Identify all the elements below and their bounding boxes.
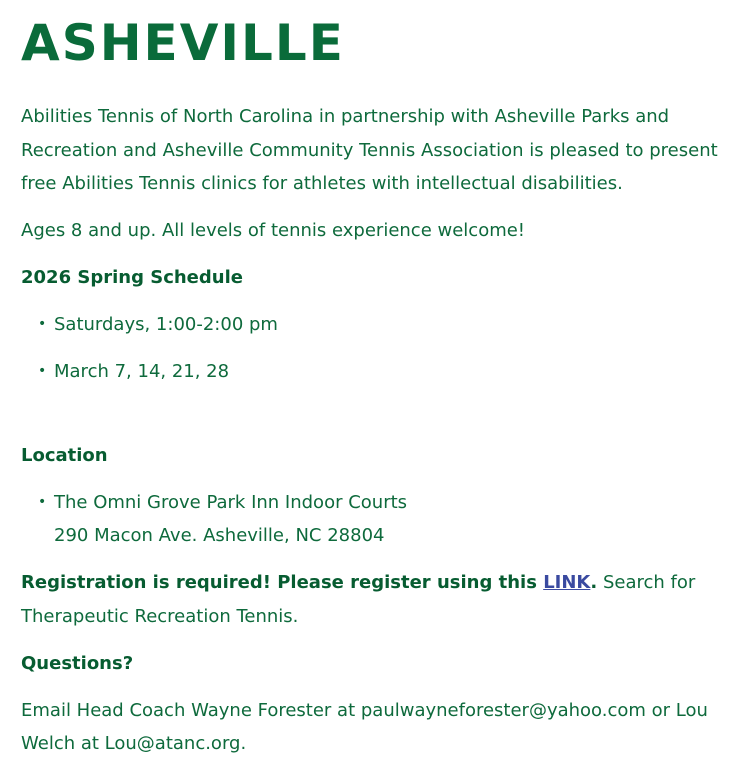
questions-heading: Questions? — [21, 652, 134, 674]
registration-paragraph — [21, 566, 750, 633]
registration-link[interactable]: LINK — [543, 572, 591, 593]
questions-paragraph: Email Head Coach Wayne Forester at paulwayneforester@yahoo.com or Lou Welch at Lou@atanc.org. — [21, 699, 708, 754]
schedule-item-dates: • March 7, 14, 21, 28 — [21, 355, 750, 389]
intro-paragraph: Abilities Tennis of North Carolina in partnership with Asheville Parks and Recreation and Asheville Community Tennis Association is pleased to present free Abilities Tennis clinics for athletes with intellectual disabilities. — [21, 106, 718, 194]
location-list — [21, 486, 750, 553]
location-heading: Location — [21, 444, 108, 466]
location-item — [21, 486, 750, 553]
venue-name: The Omni Grove Park Inn Indoor Courts — [54, 491, 408, 513]
page-title: ASHEVILLE — [21, 14, 345, 72]
schedule-heading: 2026 Spring Schedule — [21, 267, 243, 288]
venue-address: 290 Macon Ave. Asheville, NC 28804 — [54, 525, 385, 546]
registration-period: . — [590, 572, 598, 593]
ages-paragraph: Ages 8 and up. All levels of tennis experience welcome! — [21, 220, 526, 241]
schedule-item-days: • Saturdays, 1:00-2:00 pm — [21, 308, 750, 342]
spacer — [21, 389, 750, 439]
registration-rest: Search for Therapeutic Recreation Tennis. — [21, 572, 696, 627]
registration-bold-text: Registration is required! Please register using this — [21, 572, 544, 593]
schedule-list — [21, 308, 750, 389]
